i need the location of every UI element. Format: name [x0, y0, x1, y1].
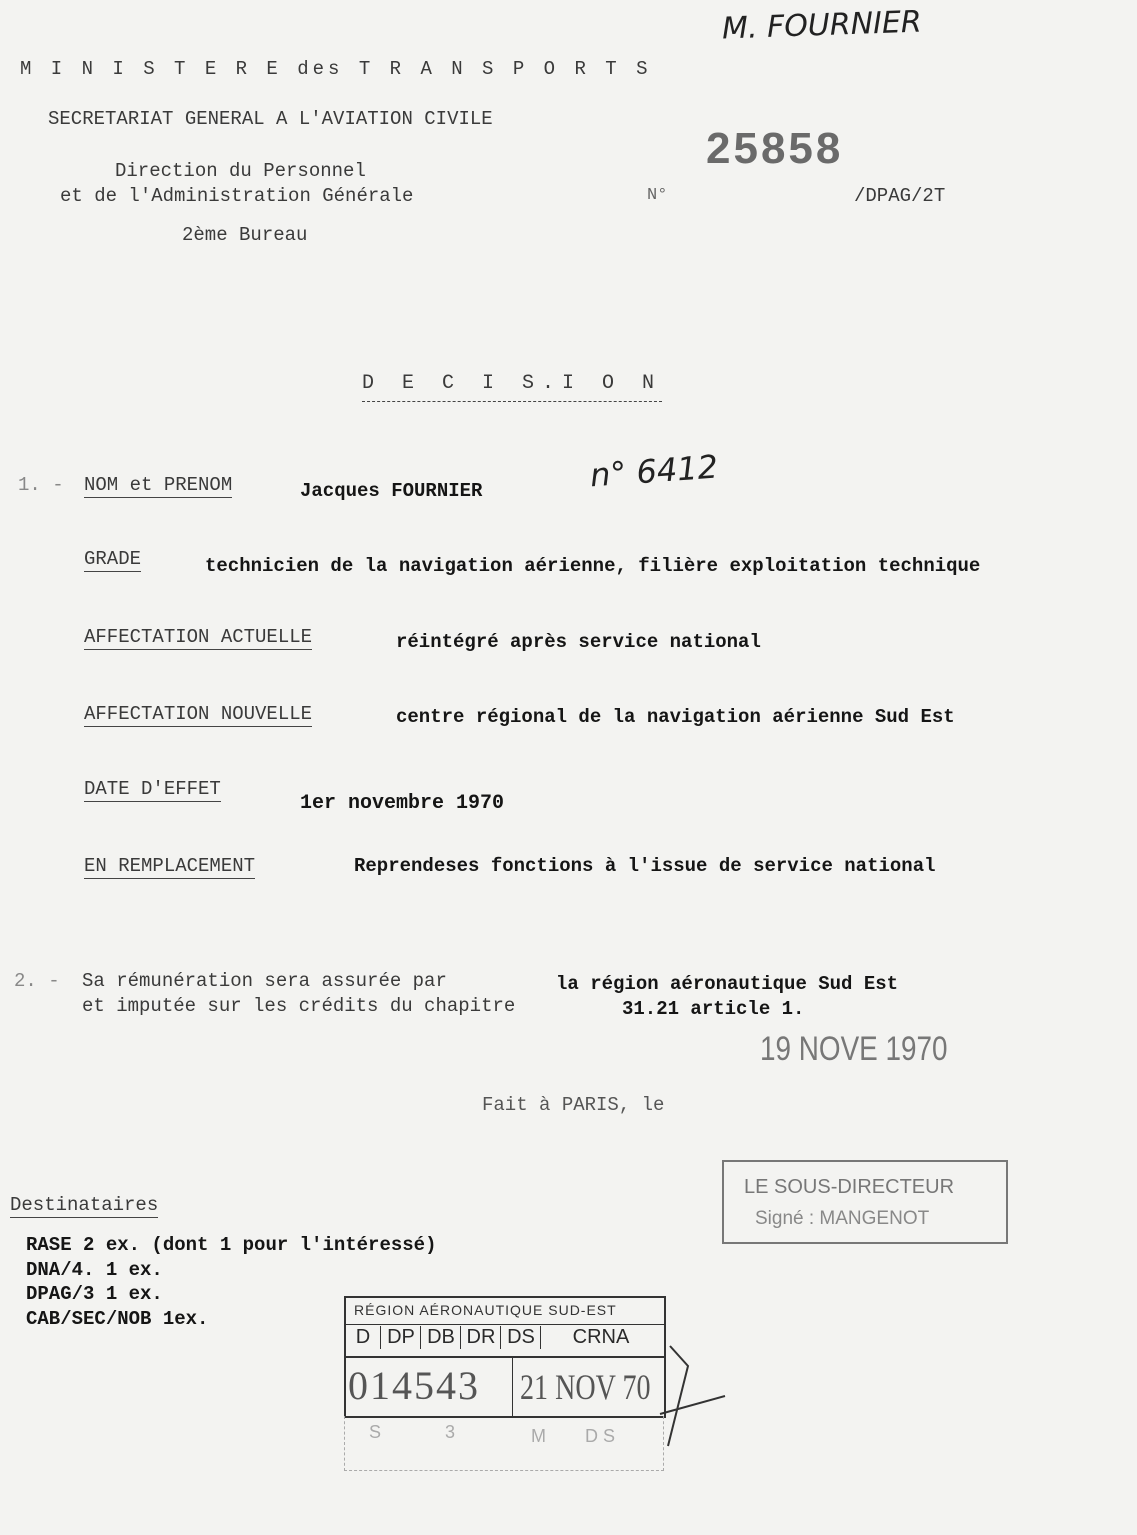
registry-bottom-right: D S [585, 1426, 616, 1446]
bureau-label: 2ème Bureau [182, 224, 308, 246]
destinataire-item: DPAG/3 1 ex. [26, 1283, 163, 1305]
ministry-heading: M I N I S T E R E des T R A N S P O R T S [20, 58, 652, 80]
field-label-grade: GRADE [84, 548, 142, 570]
registry-cell: CRNA [572, 1326, 630, 1348]
section2-line2-value: 31.21 article 1. [622, 998, 805, 1020]
field-label-date-effet: DATE D'EFFET [84, 778, 221, 800]
registry-cell: DR [462, 1326, 501, 1349]
paraph-mark [640, 1336, 730, 1456]
reference-no-label: N° [647, 186, 668, 205]
registry-stamp-header: RÉGION AÉRONAUTIQUE SUD-EST [354, 1302, 617, 1318]
signature-stamp [722, 1160, 1008, 1244]
destinataires-heading: Destinataires [10, 1194, 159, 1216]
signature-stamp-signed: Signé : MANGENOT [755, 1208, 930, 1229]
field-value-grade: technicien de la navigation aérienne, filière exploitation technique [205, 555, 981, 577]
signature-stamp-title: LE SOUS-DIRECTEUR [744, 1176, 955, 1198]
decision-title: D E C I S.I O N [362, 372, 662, 402]
destinataire-item: DNA/4. 1 ex. [26, 1259, 163, 1281]
registry-date: 21 NOV 70 [520, 1367, 651, 1407]
handwritten-name: M. FOURNIER [721, 4, 923, 47]
field-label-affectation-actuelle: AFFECTATION ACTUELLE [84, 626, 313, 648]
field-label-nom: NOM et PRENOM [84, 474, 233, 496]
date-stamp: 19 NOVE 1970 [760, 1030, 948, 1068]
destinataire-item: CAB/SEC/NOB 1ex. [26, 1308, 209, 1330]
destinataire-item: RASE 2 ex. (dont 1 pour l'intéressé) [26, 1234, 437, 1256]
secretariat-heading: SECRETARIAT GENERAL A L'AVIATION CIVILE [48, 108, 493, 130]
field-label-remplacement: EN REMPLACEMENT [84, 855, 256, 877]
section2-number: 2. - [14, 970, 60, 992]
registry-bottom-left: S [369, 1422, 382, 1442]
section2-line1-text: Sa rémunération sera assurée par [82, 970, 447, 992]
registry-stamp [344, 1296, 666, 1474]
direction-line2: et de l'Administration Générale [60, 185, 414, 207]
handwritten-number-note: n° 6412 [588, 447, 720, 495]
registry-number: 014543 [348, 1363, 480, 1408]
registry-cell: DS [502, 1326, 541, 1349]
direction-line1: Direction du Personnel [115, 160, 366, 182]
registry-cell: D [346, 1326, 381, 1349]
section2-line1-value: la région aéronautique Sud Est [556, 973, 899, 995]
field-value-remplacement: Reprendeses fonctions à l'issue de service national [354, 855, 936, 877]
field-value-nom: Jacques FOURNIER [300, 480, 483, 502]
section1-number: 1. - [18, 474, 64, 496]
reference-stamp-number: 25858 [706, 124, 844, 173]
registry-cell: DP [382, 1326, 421, 1349]
field-label-affectation-nouvelle: AFFECTATION NOUVELLE [84, 703, 313, 725]
reference-suffix: /DPAG/2T [854, 185, 946, 207]
field-value-affectation-actuelle: réintégré après service national [396, 631, 761, 653]
section2-line2-text: et imputée sur les crédits du chapitre [82, 995, 516, 1017]
field-value-date-effet: 1er novembre 1970 [300, 792, 505, 815]
registry-cell: DB [422, 1326, 461, 1349]
field-value-affectation-nouvelle: centre régional de la navigation aérienne Sud Est [396, 706, 955, 728]
registry-bottom-mid2: M [531, 1426, 546, 1446]
fait-a-paris: Fait à PARIS, le [482, 1094, 665, 1116]
registry-bottom-mid1: 3 [445, 1422, 456, 1442]
